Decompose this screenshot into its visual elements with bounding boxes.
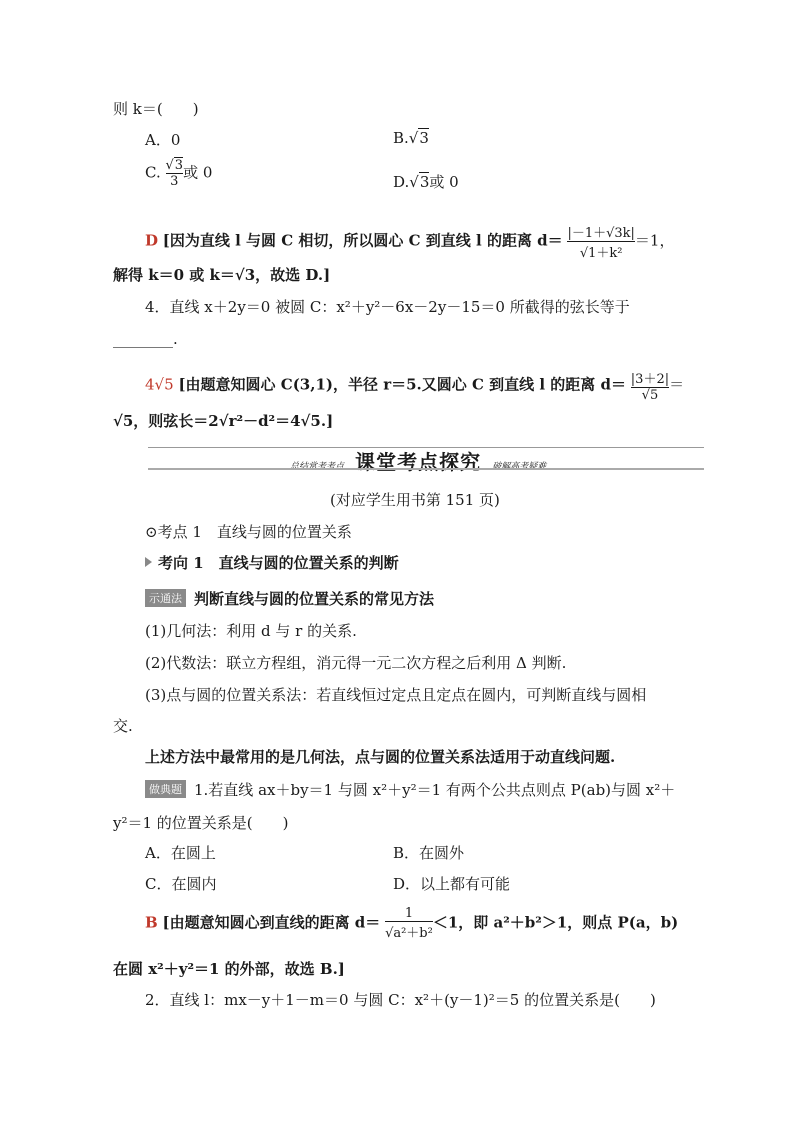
ex2-stem: 2．直线 l：mx－y＋1－m＝0 与圆 C：x²＋(y－1)²＝5 的位置关系是( ) bbox=[145, 991, 656, 1009]
q3-answer-line2: 解得 k＝0 或 k＝√3，故选 D.] bbox=[113, 266, 331, 284]
q3-answer-numerator: |－1＋√3k| bbox=[567, 222, 634, 242]
q3-answer-denominator: √1＋k² bbox=[579, 246, 623, 261]
arrow-icon bbox=[145, 557, 152, 567]
q3-option-d-suffix: 或 0 bbox=[429, 173, 459, 191]
q3-option-a: A．0 bbox=[145, 131, 181, 149]
ex1-answer-text: [由题意知圆心到直线的距离 d＝ bbox=[162, 913, 381, 932]
q3-option-b bbox=[393, 129, 429, 147]
ex1-stem-line2: y²＝1 的位置关系是( ) bbox=[113, 814, 289, 832]
q4-answer-line2: √5，则弦长＝2√r²－d²＝4√5.] bbox=[113, 412, 334, 430]
method-title: 判断直线与圆的位置关系的常见方法 bbox=[194, 590, 435, 608]
q3-option-c-prefix: C. bbox=[145, 163, 161, 182]
q3-option-c-suffix: 或 0 bbox=[183, 163, 213, 182]
q3-option-b-value: 3 bbox=[419, 129, 429, 147]
q4-answer-value: 4√5 bbox=[145, 375, 174, 394]
q4-answer-numerator: |3＋2| bbox=[631, 368, 669, 388]
q3-option-b-prefix: B. bbox=[393, 129, 409, 147]
ex1-option-c: C．在圆内 bbox=[145, 875, 217, 893]
ex1-answer-tail: ＜1，即 a²＋b²＞1，则点 P(a，b) bbox=[432, 913, 679, 932]
ex1-answer bbox=[145, 906, 678, 941]
sqrt-sign: √ bbox=[408, 129, 419, 147]
method-summary: 上述方法中最常用的是几何法，点与圆的位置关系法适用于动直线问题. bbox=[145, 748, 616, 766]
method-line-3b: 交. bbox=[113, 717, 133, 735]
ex1-option-a: A．在圆上 bbox=[145, 844, 216, 862]
ex1-option-d: D．以上都有可能 bbox=[393, 875, 511, 893]
q3-option-c-denominator: 3 bbox=[170, 174, 179, 189]
q4-answer-denominator: √5 bbox=[641, 388, 659, 403]
q3-answer-text: [因为直线 l 与圆 C 相切，所以圆心 C 到直线 l 的距离 d＝ bbox=[162, 231, 563, 250]
q3-option-c-numerator: 3 bbox=[174, 158, 184, 173]
banner-line-bottom bbox=[148, 468, 704, 470]
banner-title: 课堂考点探究 bbox=[355, 450, 482, 474]
kaodian-heading: ⊙考点 1 直线与圆的位置关系 bbox=[145, 523, 352, 541]
method-heading bbox=[145, 588, 434, 609]
kaoxiang-text: 考向 1 直线与圆的位置关系的判断 bbox=[158, 554, 399, 572]
q3-option-d-prefix: D. bbox=[393, 173, 410, 191]
ex1-stem bbox=[145, 779, 675, 800]
q4-answer bbox=[145, 368, 684, 403]
banner-right-text: 破解高考疑难 bbox=[492, 462, 547, 472]
q4-stem: 4．直线 x＋2y＝0 被圆 C：x²＋y²－6x－2y－15＝0 所截得的弦长等于 bbox=[145, 298, 630, 316]
method-tag: 示通法 bbox=[145, 589, 186, 607]
q3-option-d: D.√3或 0 bbox=[393, 173, 459, 191]
section-banner bbox=[290, 446, 546, 475]
ex1-answer-letter: B bbox=[145, 913, 158, 932]
q4-answer-text: [由题意知圆心 C(3,1)，半径 r＝5.又圆心 C 到直线 l 的距离 d＝ bbox=[178, 375, 627, 394]
ex1-stem-text: 1.若直线 ax＋by＝1 与圆 x²＋y²＝1 有两个公共点则点 P(ab)与圆 x²＋ bbox=[194, 781, 676, 799]
q3-option-c: C. $\frac{√3}{3}$ 或 0 bbox=[145, 158, 213, 189]
method-line-3: (3)点与圆的位置关系法：若直线恒过定点且定点在圆内，可判断直线与圆相 bbox=[145, 686, 647, 704]
ex1-option-b: B．在圆外 bbox=[393, 844, 465, 862]
ex1-answer-line2: 在圆 x²＋y²＝1 的外部，故选 B.] bbox=[113, 960, 345, 978]
q3-stem: 则 k＝( ) bbox=[113, 100, 199, 118]
banner-left-text: 总结常考考点 bbox=[290, 462, 345, 472]
q3-answer-eq: ＝1， bbox=[634, 231, 675, 250]
kaoxiang-heading bbox=[145, 552, 399, 573]
q4-answer-eq: ＝ bbox=[669, 375, 685, 394]
ex1-answer-denominator: √a²＋b² bbox=[385, 926, 433, 941]
q4-blank: ________. bbox=[113, 330, 178, 348]
page-reference: (对应学生用书第 151 页) bbox=[330, 491, 500, 509]
q3-option-d-value: 3 bbox=[419, 173, 430, 191]
method-line-2: (2)代数法：联立方程组，消元得一元二次方程之后利用 Δ 判断. bbox=[145, 654, 567, 672]
ex1-tag: 做典题 bbox=[145, 780, 186, 798]
q3-answer-letter: D bbox=[145, 231, 159, 250]
ex1-answer-numerator: 1 bbox=[385, 906, 433, 922]
q3-answer bbox=[145, 222, 674, 261]
method-line-1: (1)几何法：利用 d 与 r 的关系. bbox=[145, 622, 357, 640]
